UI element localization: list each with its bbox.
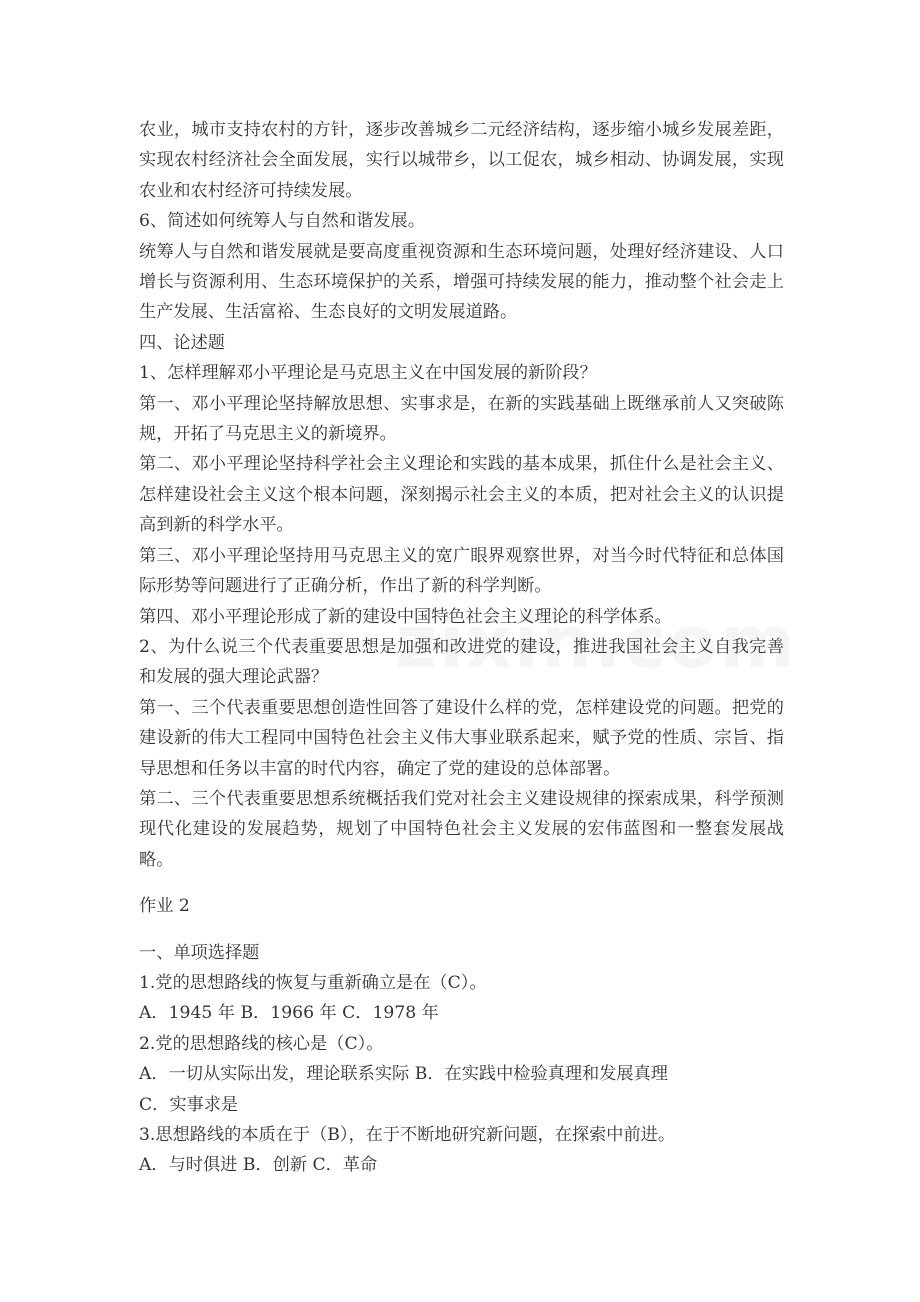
essay-1-point-1: 第一、邓小平理论坚持解放思想、实事求是，在新的实践基础上既继承前人又突破陈规，开拓了马克思主义的新境界。 <box>139 393 784 445</box>
paragraph-rural-development: 农业，城市支持农村的方针，逐步改善城乡二元经济结构，逐步缩小城乡发展差距，实现农村经济社会全面发展，实行以城带乡，以工促农，城乡相动、协调发展，实现农业和农村经济可持续发展。 <box>139 120 784 201</box>
document-body <box>139 115 784 1181</box>
paragraph-harmony-nature: 统筹人与自然和谐发展就是要高度重视资源和生态环境问题，处理好经济建设、人口增长与资源利用、生态环境保护的关系，增强可持续发展的能力，推动整个社会走上生产发展、生活富裕、生态良好的文明发展道路。 <box>139 241 784 323</box>
choice-question-1: 1.党的思想路线的恢复与重新确立是在（C）。 <box>139 972 487 993</box>
essay-2-point-1: 第一、三个代表重要思想创造性回答了建设什么样的党，怎样建设党的问题。把党的建设新的伟大工程同中国特色社会主义伟大事业联系起来，赋予党的性质、宗旨、指导思想和任务以丰富的时代内容，确定了党的建设的总体部署。 <box>139 697 784 779</box>
spacer <box>139 922 784 938</box>
choice-question-2: 2.党的思想路线的核心是（C）。 <box>139 1033 384 1054</box>
essay-question-2: 2、为什么说三个代表重要思想是加强和改进党的建设，推进我国社会主义自我完善和发展的强大理论武器？ <box>139 636 784 688</box>
spacer <box>139 875 784 891</box>
assignment-2-title: 作业 2 <box>139 896 190 917</box>
essay-2-point-2: 第二、三个代表重要思想系统概括我们党对社会主义建设规律的探索成果，科学预测现代化建设的发展趋势，规划了中国特色社会主义发展的宏伟蓝图和一整套发展战略。 <box>139 788 784 870</box>
choice-question-2-option-c: C．实事求是 <box>139 1094 239 1115</box>
essay-question-1: 1、怎样理解邓小平理论是马克思主义在中国发展的新阶段？ <box>139 363 597 384</box>
choice-question-2-options-ab: A．一切从实际出发，理论联系实际 B．在实践中检验真理和发展真理 <box>139 1064 668 1085</box>
essay-1-point-2: 第二、邓小平理论坚持科学社会主义理论和实践的基本成果，抓住什么是社会主义、怎样建设社会主义这个根本问题，深刻揭示社会主义的本质，把对社会主义的认识提高到新的科学水平。 <box>139 454 784 536</box>
essay-1-point-4: 第四、邓小平理论形成了新的建设中国特色社会主义理论的科学体系。 <box>139 606 672 627</box>
section-heading-single-choice: 一、单项选择题 <box>139 942 260 963</box>
section-heading-essay: 四、论述题 <box>139 332 225 353</box>
essay-1-point-3: 第三、邓小平理论坚持用马克思主义的宽广眼界观察世界，对当今时代特征和总体国际形势等问题进行了正确分析，作出了新的科学判断。 <box>139 545 784 597</box>
question-6-heading: 6、简述如何统筹人与自然和谐发展。 <box>139 211 425 232</box>
choice-question-1-options: A．1945 年 B．1966 年 C．1978 年 <box>139 1003 439 1024</box>
choice-question-3-options: A．与时俱进 B．创新 C．革命 <box>139 1155 378 1176</box>
choice-question-3: 3.思想路线的本质在于（B），在于不断地研究新问题，在探索中前进。 <box>139 1125 676 1145</box>
